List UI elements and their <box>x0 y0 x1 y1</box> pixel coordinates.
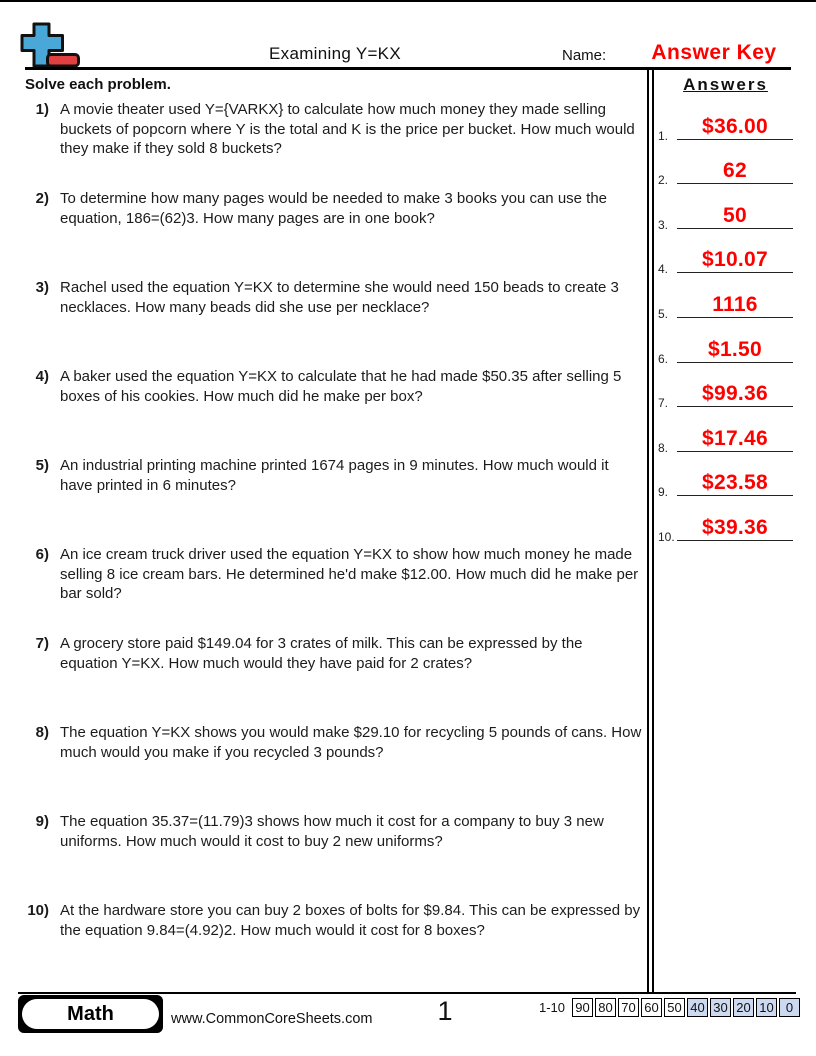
answer-blank-line <box>677 382 793 407</box>
answer-value: 50 <box>723 203 747 227</box>
answer-row-7 <box>656 370 795 415</box>
problem-1 <box>25 100 643 189</box>
answer-row-2 <box>656 147 795 192</box>
problem-number: 4) <box>35 368 49 385</box>
answer-value: $36.00 <box>701 114 769 138</box>
footer-divider-line <box>18 992 796 994</box>
answer-row-5 <box>656 280 795 325</box>
problem-3 <box>25 278 643 367</box>
answer-value: $99.36 <box>701 382 769 406</box>
answer-number: 6. <box>658 351 669 366</box>
score-cell-80: 80 <box>595 998 616 1017</box>
answer-number: 4. <box>658 262 669 277</box>
problem-number: 2) <box>35 190 49 207</box>
answer-blank-line <box>677 427 793 452</box>
answer-row-9 <box>656 459 795 504</box>
problem-9 <box>25 812 643 901</box>
problem-text: A baker used the equation Y=KX to calculate that he had made $50.35 after selling 5 boxes of his cookies. How much did he make per box? <box>60 368 622 405</box>
instructions-text: Solve each problem. <box>25 76 171 93</box>
answer-blank-line <box>677 516 793 541</box>
score-cell-0: 0 <box>779 998 800 1017</box>
score-cells <box>572 998 800 1017</box>
problem-text: The equation 35.37=(11.79)3 shows how much it cost for a company to buy 3 new uniforms. How much would it cost to buy 2 new uniforms? <box>60 813 604 850</box>
answer-row-10 <box>656 503 795 548</box>
problem-text: An ice cream truck driver used the equation Y=KX to show how much money he made selling 8 ice cream bars. He determined he'd make $12.00. How much did he make per bar sold? <box>60 546 639 602</box>
problem-text: A grocery store paid $149.04 for 3 crates of milk. This can be expressed by the equation Y=KX. How much would they have paid for 2 crates? <box>60 635 583 672</box>
subject-badge <box>18 995 163 1033</box>
problem-text: The equation Y=KX shows you would make $29.10 for recycling 5 pounds of cans. How much would you make if you recycled 3 pounds? <box>60 724 642 761</box>
problem-6 <box>25 545 643 634</box>
answer-key-name-value: Answer Key <box>651 41 777 64</box>
answer-value: 1116 <box>712 292 758 316</box>
problem-text: An industrial printing machine printed 1674 pages in 9 minutes. How much would it have printed in 6 minutes? <box>60 457 609 494</box>
problem-2 <box>25 189 643 278</box>
answer-number: 1. <box>658 128 669 143</box>
problem-10 <box>25 901 643 990</box>
answer-value: $1.50 <box>707 337 763 361</box>
score-cell-20: 20 <box>733 998 754 1017</box>
answer-blank-line <box>677 471 793 496</box>
top-border <box>0 0 816 2</box>
problem-4 <box>25 367 643 456</box>
problem-text: A movie theater used Y={VARKX} to calculate how much money they made selling buckets of popcorn where Y is the total and K is the price per bucket. How much would they make if they sold 8 buckets? <box>60 101 635 157</box>
problem-number: 3) <box>35 279 49 296</box>
answer-value: 62 <box>723 159 747 183</box>
problem-number: 10) <box>27 902 49 919</box>
answer-number: 8. <box>658 440 669 455</box>
answer-value: $10.07 <box>701 248 769 272</box>
problem-text: At the hardware store you can buy 2 boxes of bolts for $9.84. This can be expressed by the equation 9.84=(4.92)2. How much would it cost for 8 boxes? <box>60 902 641 939</box>
problem-number: 7) <box>35 635 49 652</box>
problem-text: Rachel used the equation Y=KX to determine she would need 150 beads to create 3 necklaces. How many beads did she use per necklace? <box>60 279 619 316</box>
answer-value: $39.36 <box>701 515 769 539</box>
problem-8 <box>25 723 643 812</box>
problems-list <box>25 100 643 990</box>
score-cell-50: 50 <box>664 998 685 1017</box>
score-range-label: 1-10 <box>538 1000 565 1015</box>
answer-number: 7. <box>658 396 669 411</box>
answer-row-4 <box>656 236 795 281</box>
problem-number: 1) <box>35 101 49 118</box>
answer-number: 10. <box>658 529 675 544</box>
answer-row-1 <box>656 102 795 147</box>
answer-number: 9. <box>658 485 669 500</box>
problem-number: 8) <box>35 724 49 741</box>
score-table <box>539 998 800 1017</box>
problem-5 <box>25 456 643 545</box>
page-title: Examining Y=KX <box>269 44 401 63</box>
answer-row-8 <box>656 414 795 459</box>
answer-number: 3. <box>658 217 669 232</box>
score-cell-10: 10 <box>756 998 777 1017</box>
answer-blank-line <box>677 159 793 184</box>
problem-number: 9) <box>35 813 49 830</box>
website-link[interactable]: www.CommonCoreSheets.com <box>171 1011 373 1027</box>
score-cell-90: 90 <box>572 998 593 1017</box>
name-label: Name: <box>562 47 607 64</box>
score-cell-30: 30 <box>710 998 731 1017</box>
answer-number: 5. <box>658 306 669 321</box>
answer-blank-line <box>677 338 793 363</box>
answer-row-6 <box>656 325 795 370</box>
answer-blank-line <box>677 248 793 273</box>
answer-blank-line <box>677 115 793 140</box>
answers-column-divider <box>647 70 654 993</box>
answer-number: 2. <box>658 173 669 188</box>
problem-7 <box>25 634 643 723</box>
page-number: 1 <box>437 996 453 1026</box>
answer-blank-line <box>677 204 793 229</box>
answer-value: $17.46 <box>701 426 769 450</box>
answer-value: $23.58 <box>701 471 769 495</box>
answer-row-3 <box>656 191 795 236</box>
problem-number: 5) <box>35 457 49 474</box>
problem-text: To determine how many pages would be needed to make 3 books you can use the equation, 186=(62)3. How many pages are in one book? <box>60 190 608 227</box>
answers-column <box>656 70 795 548</box>
score-cell-70: 70 <box>618 998 639 1017</box>
score-cell-60: 60 <box>641 998 662 1017</box>
answers-heading: Answers <box>683 75 768 94</box>
score-cell-40: 40 <box>687 998 708 1017</box>
answer-blank-line <box>677 293 793 318</box>
subject-badge-label: Math <box>22 999 159 1029</box>
problem-number: 6) <box>35 546 49 563</box>
